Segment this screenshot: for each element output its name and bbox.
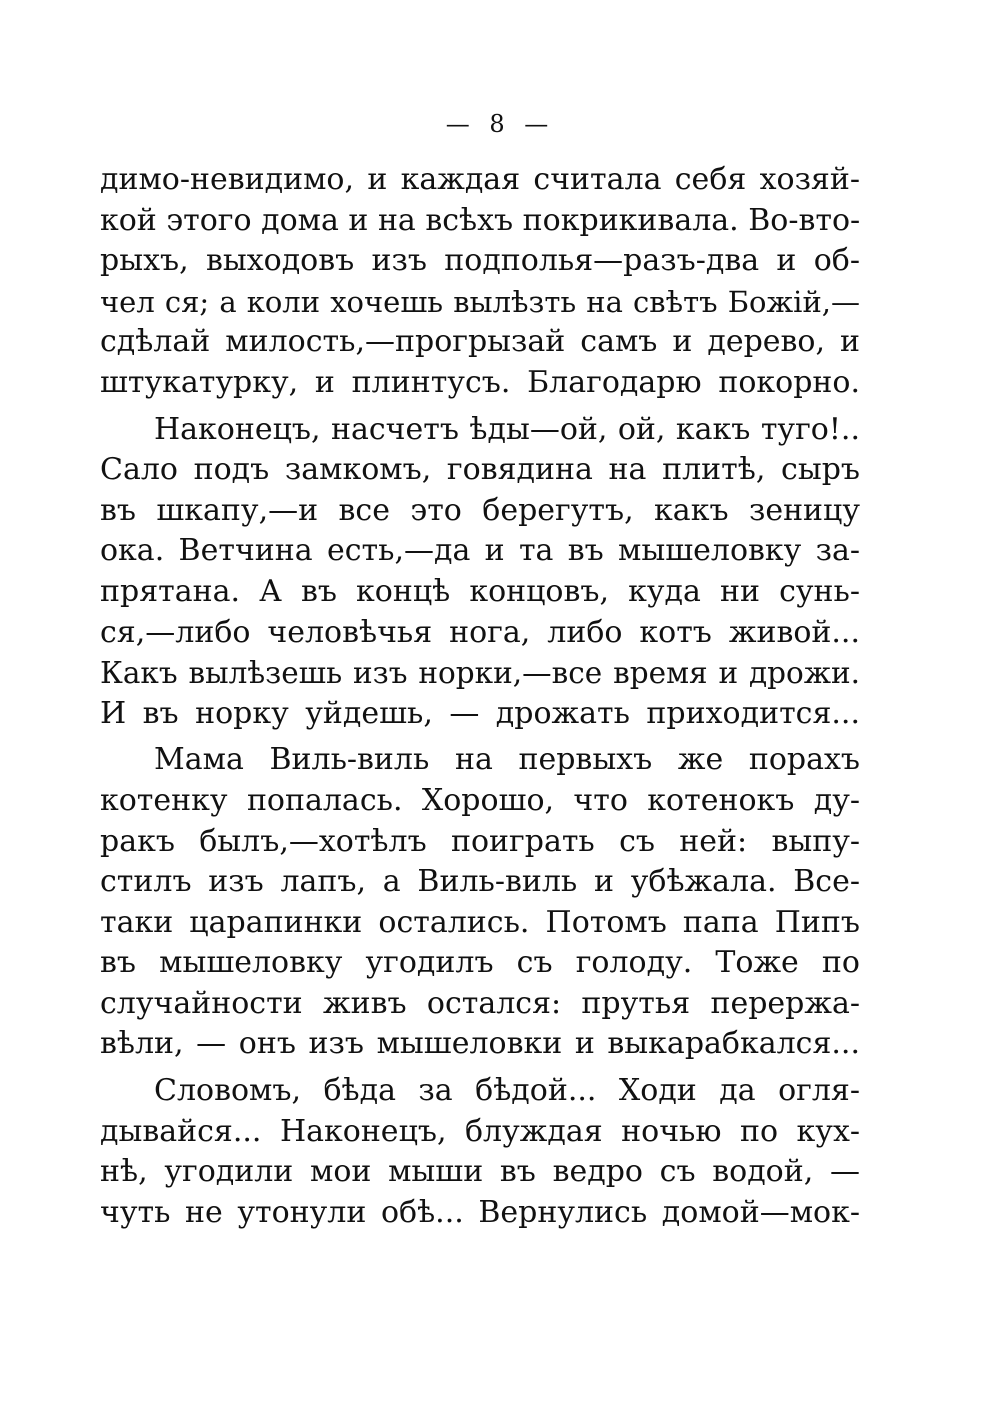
text-line: чуть не утонули обѣ... Вернулись домой—мок- bbox=[100, 1194, 860, 1230]
paragraph bbox=[100, 740, 860, 1065]
text-line: Словомъ, бѣда за бѣдой... Ходи да огля- bbox=[154, 1073, 860, 1109]
paragraph bbox=[100, 1071, 860, 1233]
text-line: таки царапинки остались. Потомъ папа Пипъ bbox=[100, 904, 860, 940]
text-line: ся,—либо человѣчья нога, либо котъ живой... bbox=[100, 614, 860, 650]
text-line: ока. Ветчина есть,—да и та въ мышеловку за- bbox=[100, 533, 860, 569]
text-line: кой этого дома и на всѣхъ покрикивала. Во-вто- bbox=[100, 202, 860, 238]
text-line: сдѣлай милость,—прогрызай самъ и дерево, и bbox=[100, 324, 860, 360]
text-line: И въ норку уйдешь, — дрожать приходится... bbox=[100, 695, 860, 731]
text-line: Наконецъ, насчетъ ѣды—ой, ой, какъ туго!.. bbox=[154, 411, 860, 447]
text-line: чел ся; а коли хочешь вылѣзть на свѣтъ Божій,— bbox=[100, 284, 860, 319]
text-line: въ шкапу,—и все это берегутъ, какъ зеницу bbox=[100, 492, 860, 528]
text-line: прятана. А въ концѣ концовъ, куда ни сунь- bbox=[100, 573, 860, 609]
text-line: Какъ вылѣзешь изъ норки,—все время и дрожи. bbox=[100, 656, 860, 691]
text-line: штукатурку, и плинтусъ. Благодарю покорно. bbox=[100, 364, 860, 400]
text-line: Сало подъ замкомъ, говядина на плитѣ, сыръ bbox=[100, 452, 860, 488]
text-line: ракъ былъ,—хотѣлъ поиграть съ ней: выпу- bbox=[100, 823, 860, 859]
text-line: дывайся... Наконецъ, блуждая ночью по кух- bbox=[100, 1113, 860, 1149]
text-line: въ мышеловку угодилъ съ голоду. Тоже по bbox=[100, 945, 860, 981]
paragraph bbox=[100, 160, 860, 404]
text-line: рыхъ, выходовъ изъ подполья—разъ-два и об- bbox=[100, 243, 860, 279]
text-line: случайности живъ остался: прутья перержа- bbox=[100, 985, 860, 1021]
text-line: Мама Виль-виль на первыхъ же порахъ bbox=[154, 742, 860, 778]
text-line: нѣ, угодили мои мыши въ ведро съ водой, — bbox=[100, 1154, 860, 1190]
body-text bbox=[100, 160, 860, 1233]
text-line: котенку попалась. Хорошо, что котенокъ ду- bbox=[100, 782, 860, 818]
text-line: димо-невидимо, и каждая считала себя хозяй- bbox=[100, 162, 860, 197]
page-number: — 8 — bbox=[445, 110, 555, 138]
paragraph bbox=[100, 410, 860, 735]
text-line: вѣли, — онъ изъ мышеловки и выкарабкался... bbox=[100, 1026, 860, 1062]
text-line: стилъ изъ лапъ, а Виль-виль и убѣжала. Все- bbox=[100, 864, 860, 900]
